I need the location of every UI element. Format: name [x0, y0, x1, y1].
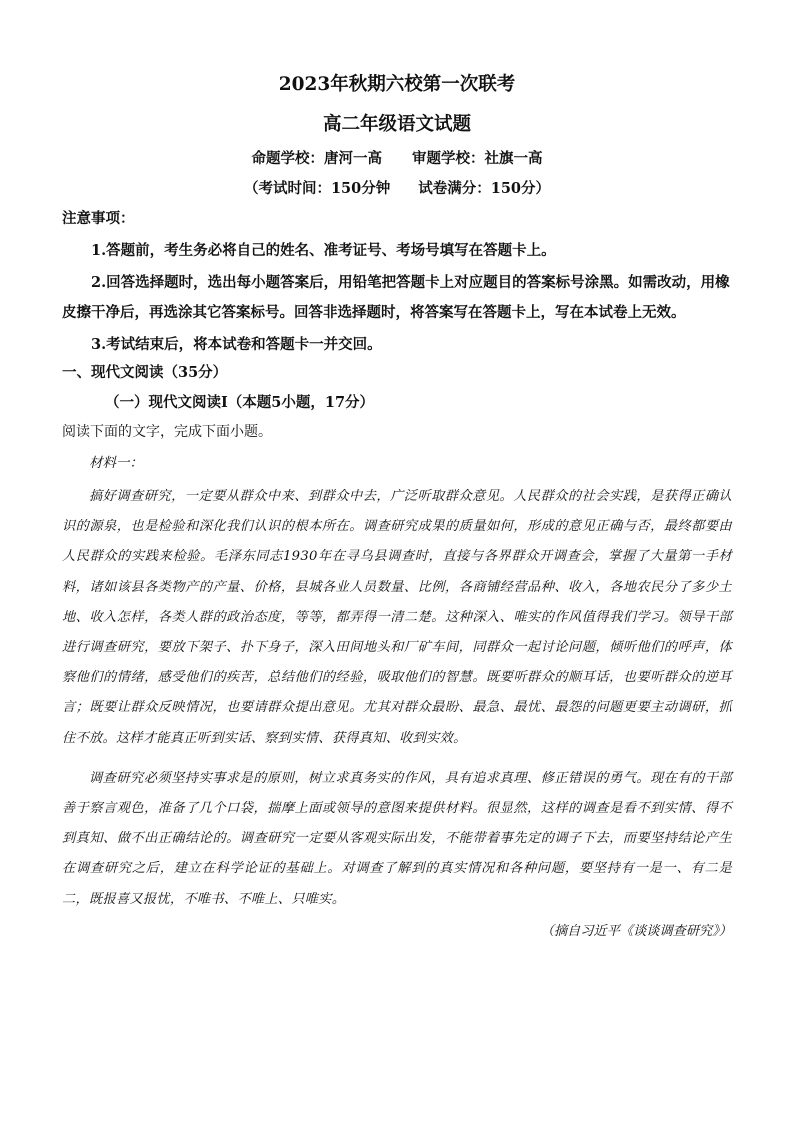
setter-school: 命题学校：唐河一高 — [251, 150, 382, 167]
notice-heading: 注意事项： — [62, 210, 135, 227]
section-heading: 一、现代文阅读（35分） — [62, 364, 228, 381]
subsection-heading: （一）现代文阅读Ⅰ（本题5小题，17分） — [105, 394, 375, 411]
notice-item-1: 1.答题前，考生务必将自己的姓名、准考证号、考场号填写在答题卡上。 — [91, 242, 556, 259]
reading-instruction: 阅读下面的文字，完成下面小题。 — [62, 423, 272, 439]
material-paragraph-2: 调查研究必须坚持实事求是的原则，树立求真务实的作风，具有追求真理、修正错误的勇气。现在有的干部善于察言观色，准备了几个口袋，揣摩上面或领导的意图来提供材料。很显然，这样的调查是看不到实情、得不到真知、做不出正确结论的。调查研究一定要从客观实际出发，不能带着事先定的调子下去，而要坚持结论产生在调查研究之后，建立在科学论证的基础上。对调查了解到的真实情况和各种问题，要坚持有一是一、有二是二，既报喜又报忧，不唯书、不唯上、只唯实。 — [62, 770, 732, 907]
school-info — [62, 148, 732, 170]
notice-item-3: 3.考试结束后，将本试卷和答题卡一并交回。 — [91, 336, 382, 353]
exam-subtitle: 高二年级语文试题 — [322, 114, 471, 135]
material-source: （摘自习近平《谈谈调查研究》） — [540, 923, 732, 939]
exam-time: （考试时间：150分钟 — [243, 180, 391, 197]
exam-page — [62, 72, 732, 943]
notice-item-2: 2.回答选择题时，选出每小题答案后，用铅笔把答题卡上对应题目的答案标号涂黑。如需改动，用橡皮擦干净后，再选涂其它答案标号。回答非选择题时，将答案写在答题卡上，写在本试卷上无效。 — [62, 274, 730, 321]
exam-info — [62, 178, 732, 200]
material-label: 材料一： — [89, 455, 143, 471]
reviewer-school: 审题学校：社旗一高 — [412, 150, 543, 167]
material-paragraph-1: 搞好调查研究，一定要从群众中来、到群众中去，广泛听取群众意见。人民群众的社会实践，是获得正确认识的源泉，也是检验和深化我们认识的根本所在。调查研究成果的质量如何，形成的意见正确与否，最终都要由人民群众的实践来检验。毛泽东同志1930年在寻乌县调查时，直接与各界群众开调查会，掌握了大量第一手材料，诸如该县各类物产的产量、价格，县城各业人员数量、比例，各商铺经营品种、收入，各地农民分了多少土地、收入怎样，各类人群的政治态度，等等，都弄得一清二楚。这种深入、唯实的作风值得我们学习。领导干部进行调查研究，要放下架子、扑下身子，深入田间地头和厂矿车间，同群众一起讨论问题，倾听他们的呼声，体察他们的情绪，感受他们的疾苦，总结他们的经验，吸取他们的智慧。既要听群众的顺耳话，也要听群众的逆耳言；既要让群众反映情况，也要请群众提出意见。尤其对群众最盼、最急、最忧、最怨的问题更要主动调研，抓住不放。这样才能真正听到实话、察到实情、获得真知、收到实效。 — [62, 489, 732, 746]
full-score: 试卷满分：150分） — [418, 180, 551, 197]
exam-title: 2023年秋期六校第一次联考 — [278, 74, 516, 95]
